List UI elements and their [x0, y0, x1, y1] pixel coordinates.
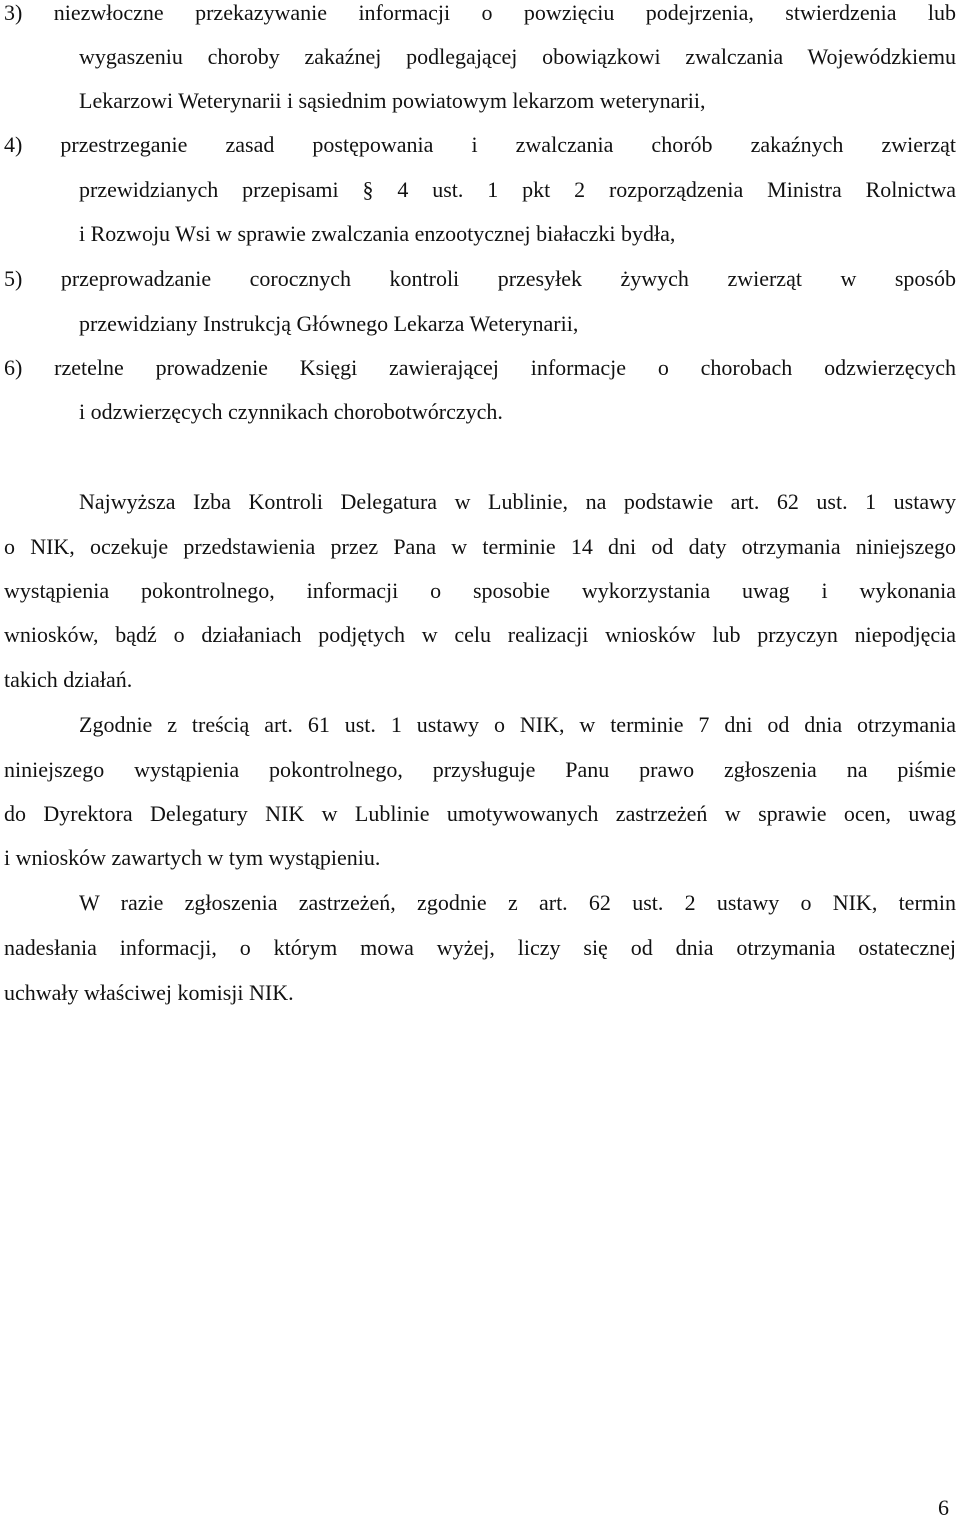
list-item-3-line-2: wygaszeniu choroby zakaźnej podlegającej obowiązkowi zwalczania Wojewódzkiemu — [79, 44, 956, 69]
list-item-3-line-1: 3) niezwłoczne przekazywanie informacji o powzięciu podejrzenia, stwierdzenia lub — [4, 0, 956, 25]
list-item-4-line-2: przewidzianych przepisami § 4 ust. 1 pkt 2 rozporządzenia Ministra Rolnictwa — [79, 177, 956, 202]
paragraph-1-line-4: wniosków, bądź o działaniach podjętych w celu realizacji wniosków lub przyczyn niepodjęcia — [4, 622, 956, 647]
list-item-6-line-1: 6) rzetelne prowadzenie Księgi zawierającej informacje o chorobach odzwierzęcych — [4, 355, 956, 380]
paragraph-1-line-2: o NIK, oczekuje przedstawienia przez Pana w terminie 14 dni od daty otrzymania niniejszego — [4, 534, 956, 559]
list-item-5-line-2: przewidziany Instrukcją Głównego Lekarza Weterynarii, — [79, 311, 579, 336]
paragraph-3-line-2: nadesłania informacji, o którym mowa wyżej, liczy się od dnia otrzymania ostatecznej — [4, 935, 956, 960]
page-number: 6 — [938, 1495, 949, 1520]
paragraph-2-line-4: i wniosków zawartych w tym wystąpieniu. — [4, 845, 381, 870]
list-item-6-line-2: i odzwierzęcych czynnikach chorobotwórczych. — [79, 399, 503, 424]
paragraph-3-line-3: uchwały właściwej komisji NIK. — [4, 980, 294, 1005]
list-item-5-line-1: 5) przeprowadzanie corocznych kontroli przesyłek żywych zwierząt w sposób — [4, 266, 956, 291]
paragraph-2-line-2: niniejszego wystąpienia pokontrolnego, przysługuje Panu prawo zgłoszenia na piśmie — [4, 757, 956, 782]
list-item-4-line-3: i Rozwoju Wsi w sprawie zwalczania enzootycznej białaczki bydła, — [79, 221, 676, 246]
paragraph-2-line-1: Zgodnie z treścią art. 61 ust. 1 ustawy o NIK, w terminie 7 dni od dnia otrzymania — [79, 712, 956, 737]
list-item-3-line-3: Lekarzowi Weterynarii i sąsiednim powiatowym lekarzom weterynarii, — [79, 88, 706, 113]
paragraph-3-line-1: W razie zgłoszenia zastrzeżeń, zgodnie z art. 62 ust. 2 ustawy o NIK, termin — [79, 890, 956, 915]
paragraph-1-line-1: Najwyższa Izba Kontroli Delegatura w Lublinie, na podstawie art. 62 ust. 1 ustawy — [79, 489, 956, 514]
paragraph-1-line-5: takich działań. — [4, 667, 133, 692]
paragraph-2-line-3: do Dyrektora Delegatury NIK w Lublinie umotywowanych zastrzeżeń w sprawie ocen, uwag — [4, 801, 956, 826]
list-item-4-line-1: 4) przestrzeganie zasad postępowania i zwalczania chorób zakaźnych zwierząt — [4, 132, 956, 157]
paragraph-1-line-3: wystąpienia pokontrolnego, informacji o sposobie wykorzystania uwag i wykonania — [4, 578, 956, 603]
